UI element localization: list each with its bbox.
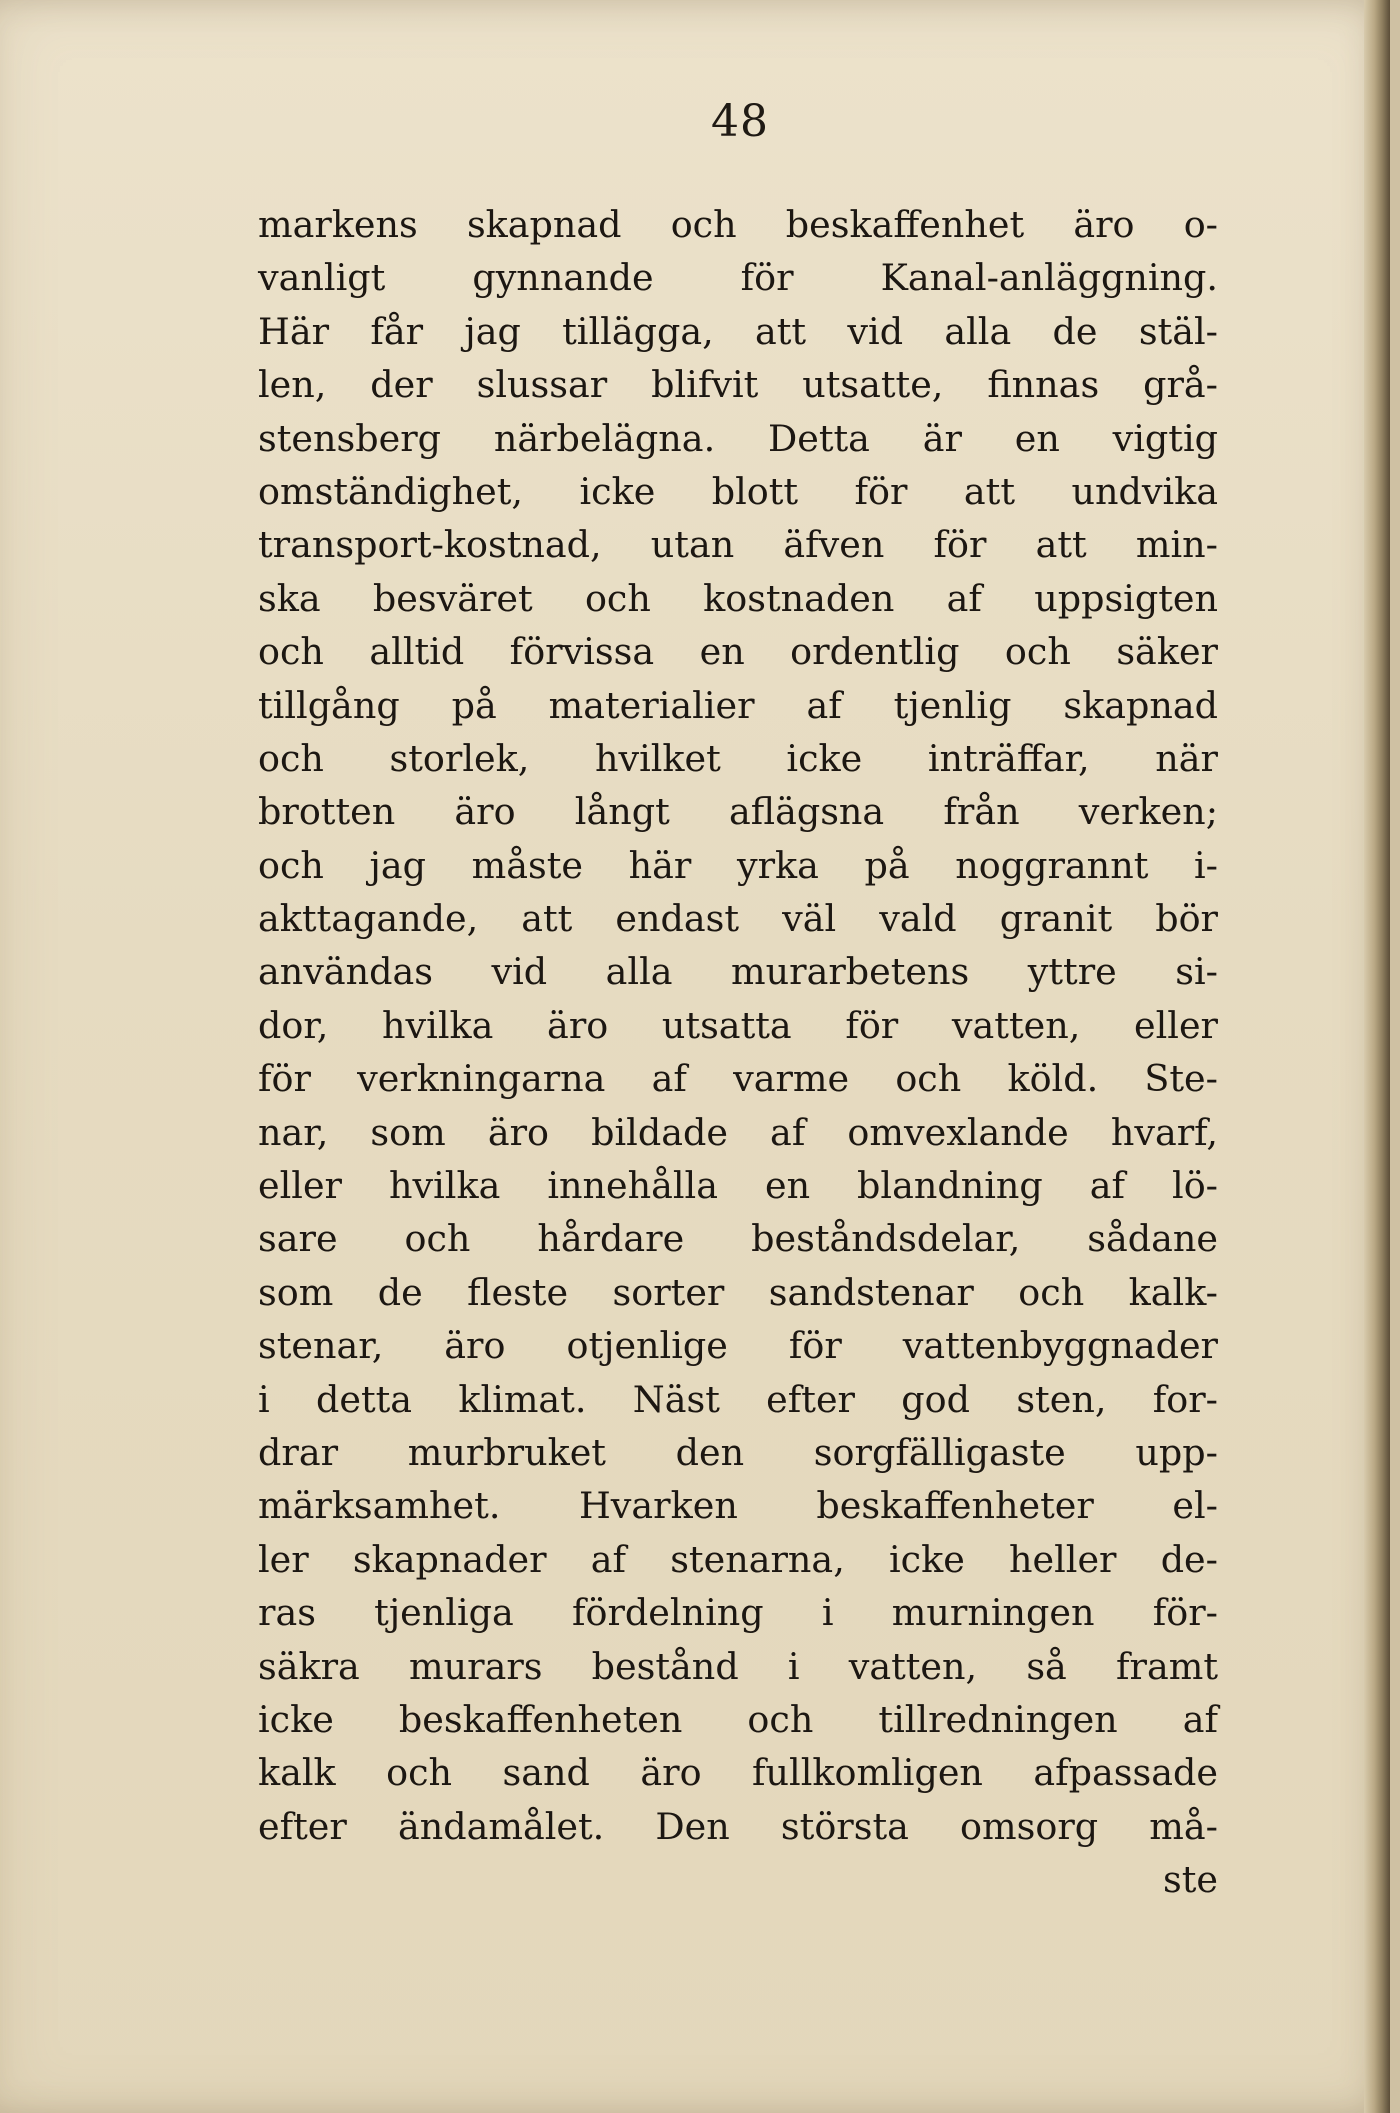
- text-line: märksamhet. Hvarken beskaffenheter el-: [258, 1484, 1218, 1528]
- text-line: sare och hårdare beståndsdelar, sådane: [258, 1217, 1218, 1261]
- text-line: ler skapnader af stenarna, icke heller de-: [258, 1537, 1218, 1581]
- text-line: stensberg närbelägna. Detta är en vigtig: [258, 416, 1218, 460]
- text-line: nar, som äro bildade af omvexlande hvarf,: [258, 1110, 1218, 1154]
- text-line: och jag måste här yrka på noggrannt i-: [258, 843, 1218, 887]
- text-line: ras tjenliga fördelning i murningen för-: [258, 1591, 1218, 1635]
- text-line: och storlek, hvilket icke inträffar, när: [258, 736, 1218, 780]
- text-line: akttagande, att endast väl vald granit bör: [258, 897, 1218, 941]
- text-line: stenar, äro otjenlige för vattenbyggnader: [258, 1324, 1218, 1368]
- text-line: kalk och sand äro fullkomligen afpassade: [258, 1751, 1218, 1795]
- catchword: ste: [1163, 1858, 1218, 1902]
- text-line: tillgång på materialier af tjenlig skapnad: [258, 683, 1218, 727]
- text-line: ska besväret och kostnaden af uppsigten: [258, 576, 1218, 620]
- text-line: eller hvilka innehålla en blandning af lö-: [258, 1164, 1218, 1208]
- text-line: brotten äro långt aflägsna från verken;: [258, 790, 1218, 834]
- body-text: [258, 198, 1218, 1907]
- text-line: icke beskaffenheten och tillredningen af: [258, 1697, 1218, 1741]
- text-line: transport-kostnad, utan äfven för att min-: [258, 523, 1218, 567]
- text-line: efter ändamålet. Den största omsorg må-: [258, 1804, 1218, 1848]
- text-line: användas vid alla murarbetens yttre si-: [258, 950, 1218, 994]
- text-line: omständighet, icke blott för att undvika: [258, 469, 1218, 513]
- text-line: för verkningarna af varme och köld. Ste-: [258, 1057, 1218, 1101]
- text-line: len, der slussar blifvit utsatte, finnas grå-: [258, 363, 1218, 407]
- text-line: markens skapnad och beskaffenhet äro o-: [258, 203, 1218, 246]
- text-line: vanligt gynnande för Kanal-anläggning.: [258, 256, 1218, 300]
- text-line: Här får jag tillägga, att vid alla de stäl-: [258, 309, 1218, 353]
- text-line: i detta klimat. Näst efter god sten, for-: [258, 1377, 1218, 1421]
- text-line: säkra murars bestånd i vatten, så framt: [258, 1644, 1218, 1688]
- text-line: drar murbruket den sorgfälligaste upp-: [258, 1430, 1218, 1474]
- text-line: och alltid förvissa en ordentlig och säker: [258, 630, 1218, 674]
- page-edge-shadow: [1364, 0, 1390, 2113]
- text-line: som de fleste sorter sandstenar och kalk-: [258, 1270, 1218, 1314]
- text-line: dor, hvilka äro utsatta för vatten, eller: [258, 1003, 1218, 1047]
- page-number: 48: [711, 96, 769, 147]
